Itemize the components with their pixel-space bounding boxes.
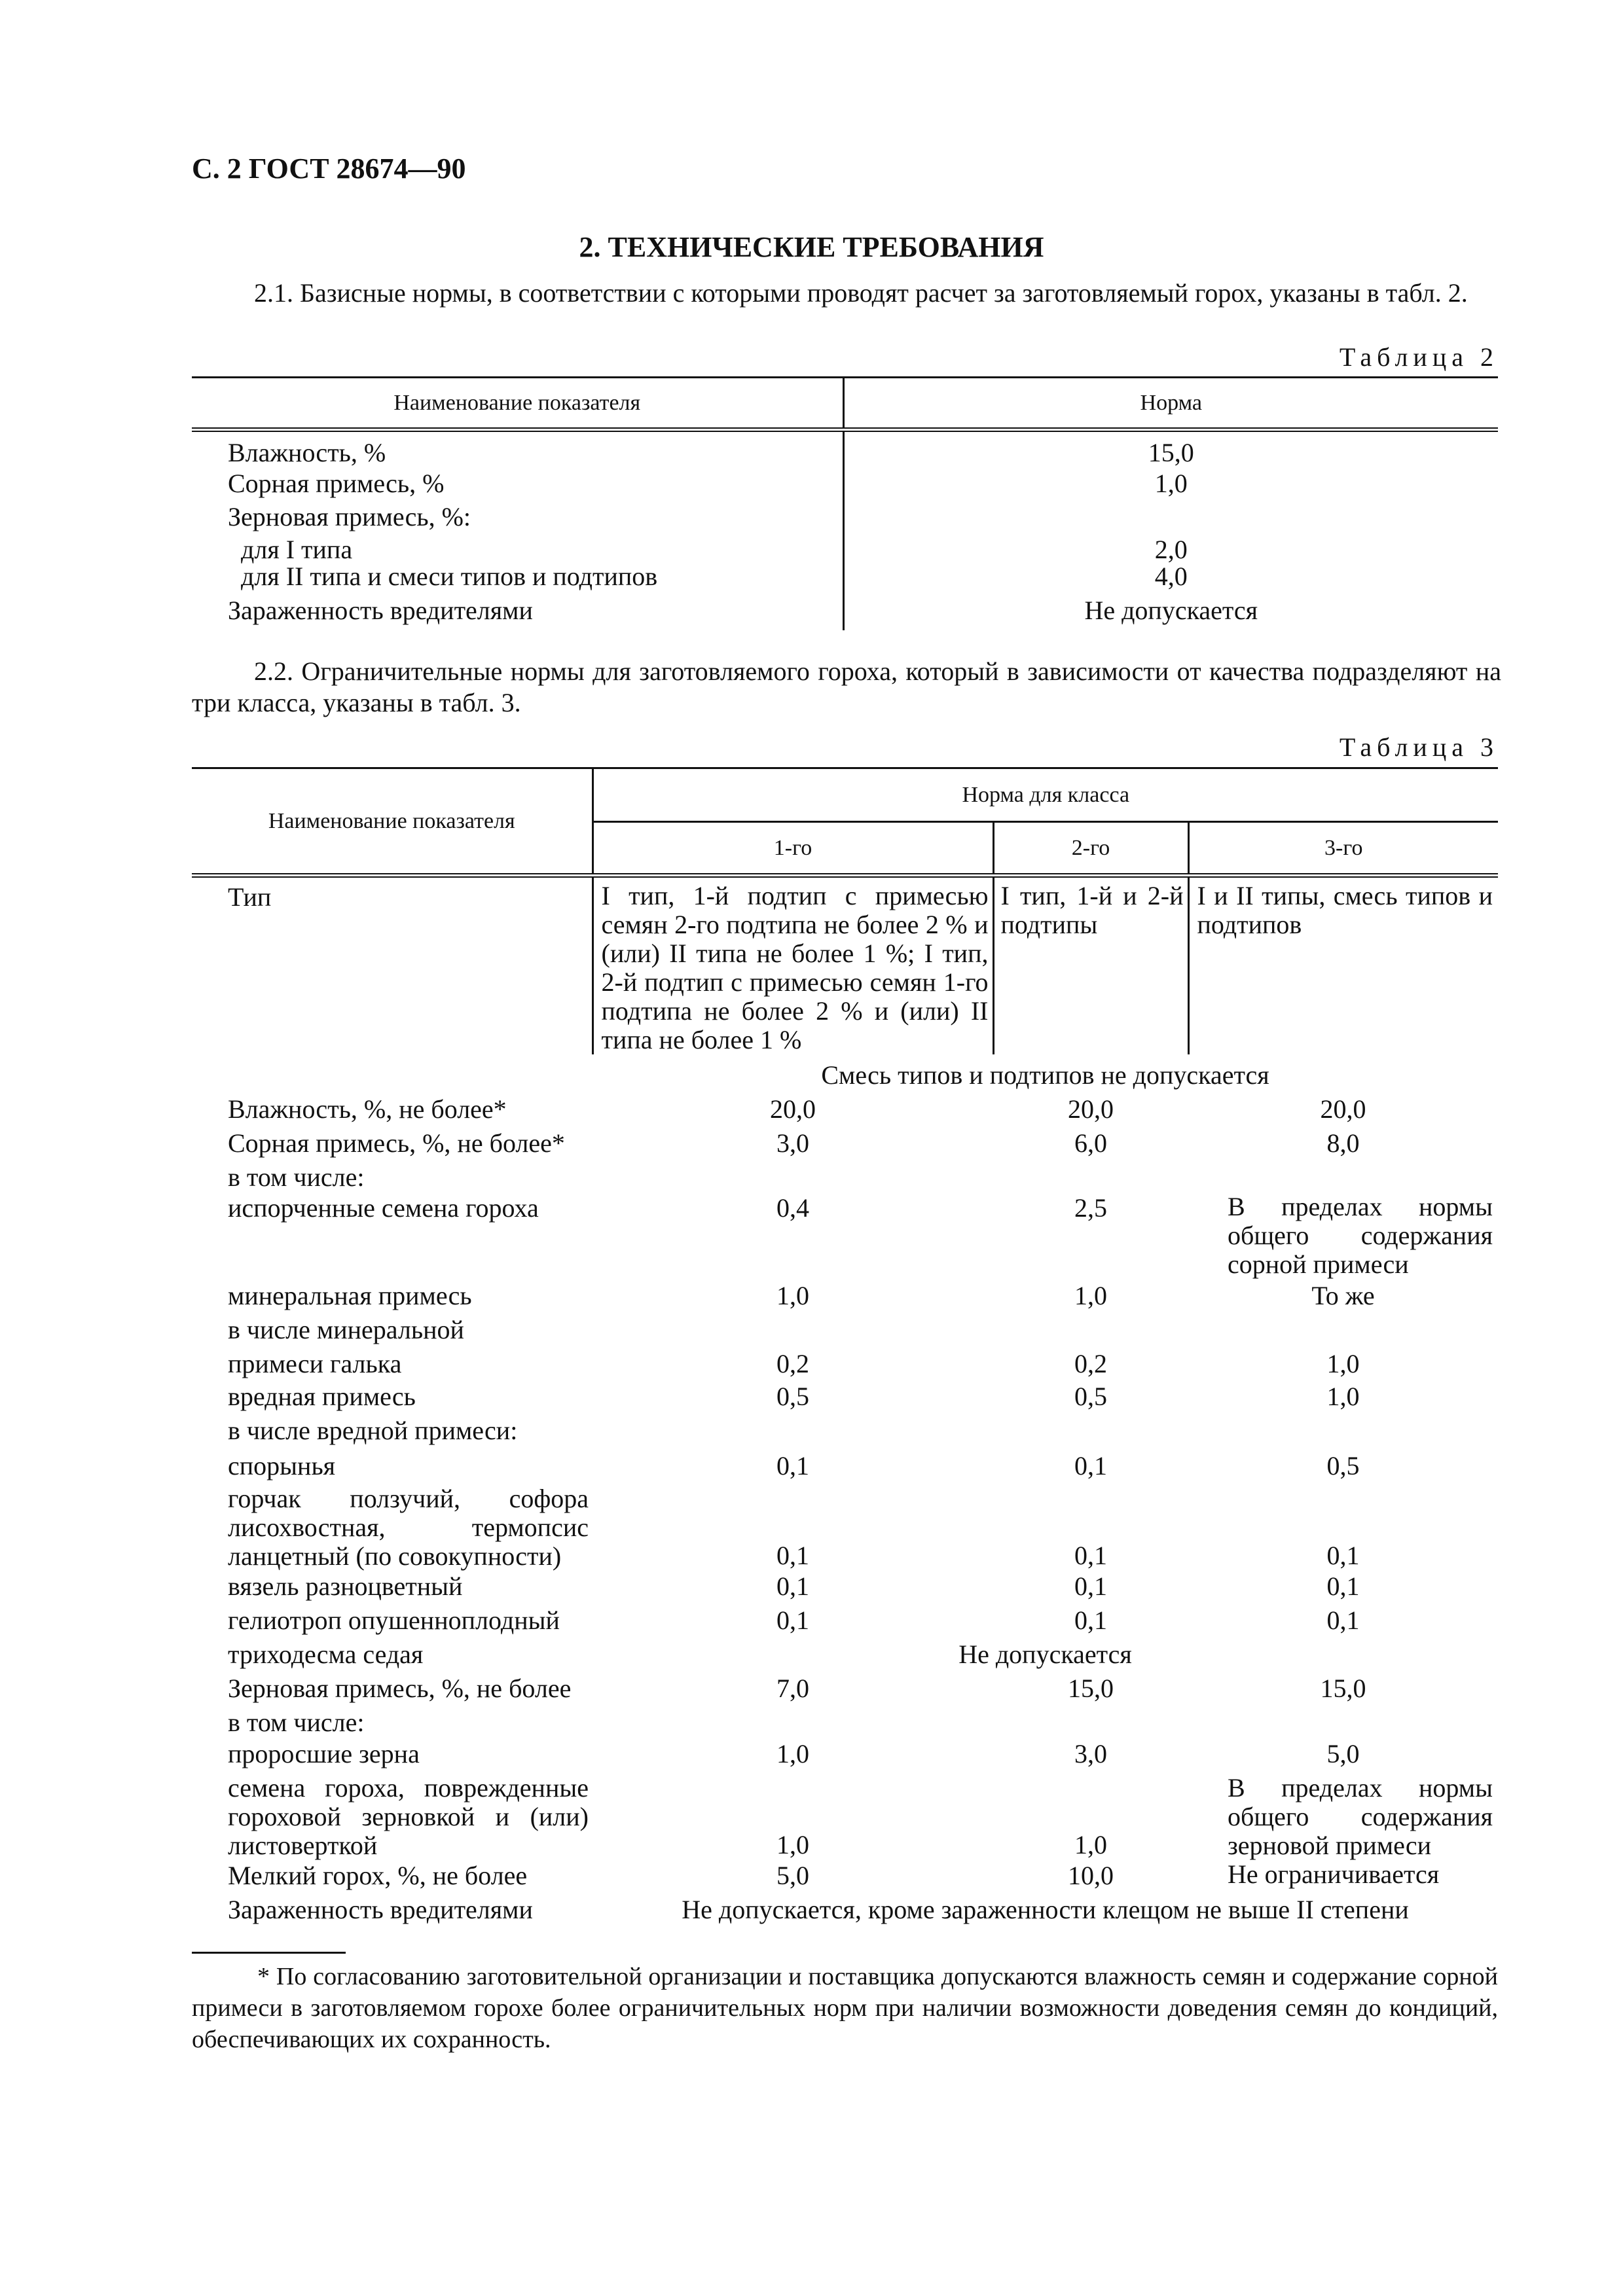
table-row-label: Сорная примесь, %, не более* [228,1128,565,1158]
table-row-class-1-value [593,1415,993,1450]
table-row-value: 15,0 [843,430,1498,469]
table-row-class-2-value: 10,0 [1068,1861,1114,1890]
table-row-class-3-value [1188,1314,1498,1348]
table-row-label: в том числе: [228,1708,365,1737]
table-row [192,1484,1498,1571]
table-row-value: Не допускается [843,595,1498,630]
table-row-class-2-value: 15,0 [1068,1674,1114,1703]
table-row-value: Не допускается [958,1640,1132,1669]
table-row-class-3-value: 20,0 [1320,1094,1366,1124]
table-row-label: Зараженность вредителями [228,1895,533,1924]
table-row-class-2-value: 0,5 [1074,1382,1107,1411]
type-mixture-note: Смесь типов и подтипов не допускается [821,1060,1269,1090]
table-row [192,1280,1498,1314]
table-row-class-1-value: 1,0 [776,1739,809,1768]
table-row-class-3-value: 8,0 [1326,1128,1360,1158]
table-row-label: Мелкий горох, %, не более [228,1861,528,1890]
table-row-class-1-value [593,1707,993,1738]
table-row-label: вязель разноцветный [228,1571,463,1601]
table-row-class-2-value: 2,5 [1074,1193,1107,1223]
table-row-class-3-value: 1,0 [1326,1382,1360,1411]
table-row-label: минеральная примесь [228,1281,472,1310]
type-class-2: I тип, 1-й и 2-й подтипы [993,876,1188,1055]
table-row [192,1381,1498,1415]
table-row-value: 4,0 [843,564,1498,595]
table-row [192,1774,1498,1860]
table-row-label: спорынья [228,1451,336,1480]
table-row-label: Влажность, %, не более* [228,1094,507,1124]
table-row [192,1707,1498,1738]
table-3-header-name: Наименование показателя [192,768,593,876]
table-row-class-1-value: 7,0 [776,1674,809,1703]
table-row-label: триходесма седая [228,1640,424,1669]
table-row-label: вредная примесь [228,1382,416,1411]
table-row-class-2-value: 0,1 [1074,1571,1107,1601]
table-row-label: гелиотроп опушенноплодный [228,1605,560,1635]
table-row-label: испорченные семена гороха [228,1193,539,1223]
table-row-label: горчак ползучий, софора лисохвостная, термопсис ланцетный (по совокупности) [228,1484,589,1571]
table-row-label: для I типа [241,535,353,564]
table-row-class-1-value: 0,2 [776,1349,809,1378]
table-3 [192,767,1498,1931]
table-row-class-2-value [993,1415,1188,1450]
table-row-label: семена гороха, поврежденные гороховой зерновкой и (или) листоверткой [228,1773,589,1860]
table-row-label: в числе вредной примеси: [228,1416,518,1445]
table-row [192,1450,1498,1484]
table-row [192,1128,1498,1162]
table-3-header-class-2: 2-го [993,822,1188,876]
table-row-class-1-value: 0,4 [776,1193,809,1223]
table-3-header-class-3: 3-го [1188,822,1498,876]
table-row-label: в том числе: [228,1162,365,1192]
table-row-class-1-value: 0,1 [776,1605,809,1635]
table-row [192,1605,1498,1639]
table-row [192,1094,1498,1128]
table-row-class-3-value [1188,1415,1498,1450]
table-row-class-3-value: 0,1 [1326,1541,1360,1570]
table-row-class-2-value: 20,0 [1068,1094,1114,1124]
table-3-caption: Таблица 3 [1339,732,1499,762]
table-row-class-1-value: 0,5 [776,1382,809,1411]
table-row-class-1-value: 0,1 [776,1541,809,1570]
table-row-class-2-value [993,1162,1188,1193]
type-class-1: I тип, 1-й подтип с примесью семян 2-го подтипа не более 2 % и (или) II типа не более 1 %; I тип, 2-й подтип с примесью семян 1-го подтипа не более 2 % и (или) II типа не более 1 % [593,876,993,1055]
section-title: 2. ТЕХНИЧЕСКИЕ ТРЕБОВАНИЯ [579,231,1044,263]
table-row-class-2-value: 0,1 [1074,1541,1107,1570]
table-row-class-3-value [1188,1162,1498,1193]
table-row-class-3-value: 5,0 [1326,1739,1360,1768]
table-row-label: в числе минеральной [228,1315,464,1344]
paragraph-2-2: 2.2. Ограничительные нормы для заготовляемого гороха, который в зависимости от качества подразделяют на три класса, указаны в табл. 3. [192,656,1501,717]
table-row-class-3-value: В пределах нормы общего содержания сорной примеси [1228,1192,1493,1279]
table-row [192,1314,1498,1348]
table-3-header-group: Норма для класса [593,768,1498,822]
table-row-class-2-value [993,1314,1188,1348]
table-row-label: проросшие зерна [228,1739,420,1768]
table-row-class-1-value: 5,0 [776,1861,809,1890]
table-3-header-class-1: 1-го [593,822,993,876]
table-row [192,1348,1498,1381]
table-row [192,1193,1498,1280]
table-row-class-3-value [1188,1707,1498,1738]
table-row-class-2-value: 6,0 [1074,1128,1107,1158]
table-row-value: Не допускается, кроме зараженности клещом не выше II степени [682,1895,1409,1924]
page-header: С. 2 ГОСТ 28674—90 [192,152,466,185]
table-2-header-name: Наименование показателя [393,390,641,415]
table-row-class-2-value [993,1707,1188,1738]
table-row-label: Сорная примесь, % [228,469,445,498]
table-row [192,1738,1498,1774]
table-row [192,1415,1498,1450]
table-row [192,1860,1498,1894]
table-row-label: для II типа и смеси типов и подтипов [241,562,658,591]
table-row-label: примеси галька [228,1349,402,1378]
table-row-class-1-value: 1,0 [776,1281,809,1310]
table-row-class-1-value [593,1162,993,1193]
table-row-class-2-value: 3,0 [1074,1739,1107,1768]
table-2 [192,376,1498,630]
table-row-class-1-value: 20,0 [770,1094,816,1124]
table-row-class-3-value: 1,0 [1326,1349,1360,1378]
table-row [192,1571,1498,1605]
table-row-label: Тип [228,882,272,912]
table-row-class-3-value: 0,1 [1326,1571,1360,1601]
table-row-class-3-value: 0,1 [1326,1605,1360,1635]
table-2-header-norm: Норма [843,378,1498,430]
table-row-class-1-value: 3,0 [776,1128,809,1158]
table-row-class-1-value [593,1314,993,1348]
table-row-value: 2,0 [843,536,1498,564]
table-row-value [843,501,1498,536]
table-row-class-3-value: То же [1311,1281,1375,1310]
table-row-class-2-value: 0,1 [1074,1451,1107,1480]
type-class-3: I и II типы, смесь типов и подтипов [1188,876,1498,1055]
table-row-label: Зерновая примесь, %, не более [228,1674,572,1703]
table-row-class-3-value: Не ограничивается [1228,1859,1440,1889]
table-2-caption: Таблица 2 [1339,342,1499,372]
table-row-class-1-value: 1,0 [776,1830,809,1859]
footnote-divider [192,1952,346,1954]
table-row [192,1162,1498,1193]
table-row-class-3-value: В пределах нормы общего содержания зерновой примеси [1228,1773,1493,1860]
table-row-label: Зерновая примесь, %: [228,502,471,531]
table-row-label: Зараженность вредителями [228,596,533,625]
table-row-class-1-value: 0,1 [776,1571,809,1601]
table-row-class-2-value: 1,0 [1074,1281,1107,1310]
table-row-class-1-value: 0,1 [776,1451,809,1480]
table-row-class-3-value: 15,0 [1320,1674,1366,1703]
table-row-value: 1,0 [843,468,1498,501]
footnote: * По согласованию заготовительной организации и поставщика допускаются влажность семян и содержание сорной примеси в заготовляемом горохе более ограничительных норм при наличии возможности доведения семян до кондиций, обеспечивающих их сохранность. [192,1963,1498,2053]
paragraph-2-1: 2.1. Базисные нормы, в соответствии с которыми проводят расчет за заготовляемый горох, указаны в табл. 2. [254,278,1468,308]
table-row-label: Влажность, % [228,438,386,467]
table-row-class-2-value: 1,0 [1074,1830,1107,1859]
table-row-class-2-value: 0,2 [1074,1349,1107,1378]
table-row-class-2-value: 0,1 [1074,1605,1107,1635]
table-row-class-3-value: 0,5 [1326,1451,1360,1480]
table-row [192,1673,1498,1707]
